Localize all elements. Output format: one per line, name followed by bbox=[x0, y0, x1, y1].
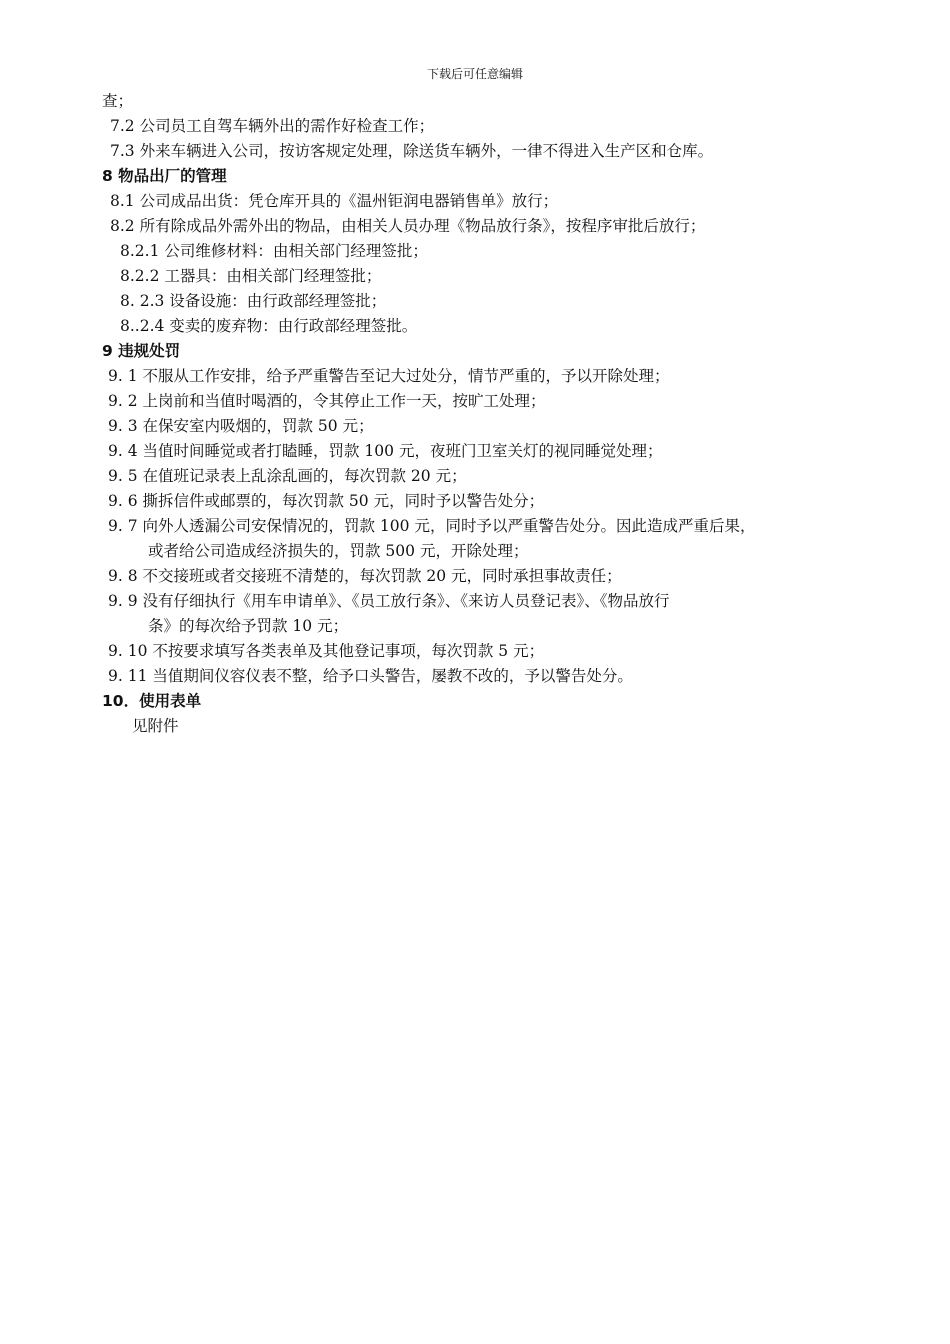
text-line: 9. 9 没有仔细执行《用车申请单》、《员工放行条》、《来访人员登记表》、《物品放行 bbox=[108, 592, 670, 610]
text-line: 8.2 所有除成品外需外出的物品，由相关人员办理《物品放行条》，按程序审批后放行； bbox=[110, 217, 706, 235]
section-heading: 9 违规处罚 bbox=[102, 342, 181, 360]
text-line: 9. 6 撕拆信件或邮票的，每次罚款 50 元，同时予以警告处分； bbox=[108, 492, 545, 510]
text-line: 8.1 公司成品出货：凭仓库开具的《温州钜润电器销售单》放行； bbox=[110, 192, 559, 210]
text-line: 9. 1 不服从工作安排，给予严重警告至记大过处分，情节严重的，予以开除处理； bbox=[108, 367, 670, 385]
text-line: 查； bbox=[102, 92, 134, 110]
text-line: 条》的每次给予罚款 10 元； bbox=[148, 617, 349, 635]
text-line: 8.2.2 工器具：由相关部门经理签批； bbox=[120, 267, 382, 285]
section-heading: 10．使用表单 bbox=[102, 692, 202, 710]
text-line: 8. 2.3 设备设施：由行政部经理签批； bbox=[120, 292, 387, 310]
text-line: 9. 8 不交接班或者交接班不清楚的，每次罚款 20 元，同时承担事故责任； bbox=[108, 567, 622, 585]
document-body bbox=[102, 89, 902, 739]
text-line: 9. 4 当值时间睡觉或者打瞌睡，罚款 100 元，夜班门卫室关灯的视同睡觉处理； bbox=[108, 442, 663, 460]
text-line: 7.2 公司员工自驾车辆外出的需作好检查工作； bbox=[110, 117, 435, 135]
text-line: 或者给公司造成经济损失的，罚款 500 元，开除处理； bbox=[148, 542, 529, 560]
text-line: 8..2.4 变卖的废弃物：由行政部经理签批。 bbox=[120, 317, 418, 335]
text-line: 9. 2 上岗前和当值时喝酒的，令其停止工作一天，按旷工处理； bbox=[108, 392, 546, 410]
page-header: 下载后可任意编辑 bbox=[426, 67, 523, 81]
text-line: 9. 7 向外人透漏公司安保情况的，罚款 100 元，同时予以严重警告处分。因此造成严重后果， bbox=[108, 517, 756, 535]
text-line: 9. 11 当值期间仪容仪表不整，给予口头警告，屡教不改的，予以警告处分。 bbox=[108, 667, 633, 685]
text-line: 见附件 bbox=[132, 717, 179, 735]
text-line: 9. 5 在值班记录表上乱涂乱画的，每次罚款 20 元； bbox=[108, 467, 467, 485]
text-line: 8.2.1 公司维修材料：由相关部门经理签批； bbox=[120, 242, 428, 260]
text-line: 7.3 外来车辆进入公司，按访客规定处理，除送货车辆外，一律不得进入生产区和仓库。 bbox=[110, 142, 714, 160]
text-line: 9. 10 不按要求填写各类表单及其他登记事项，每次罚款 5 元； bbox=[108, 642, 545, 660]
section-heading: 8 物品出厂的管理 bbox=[102, 167, 227, 185]
text-line: 9. 3 在保安室内吸烟的，罚款 50 元； bbox=[108, 417, 374, 435]
